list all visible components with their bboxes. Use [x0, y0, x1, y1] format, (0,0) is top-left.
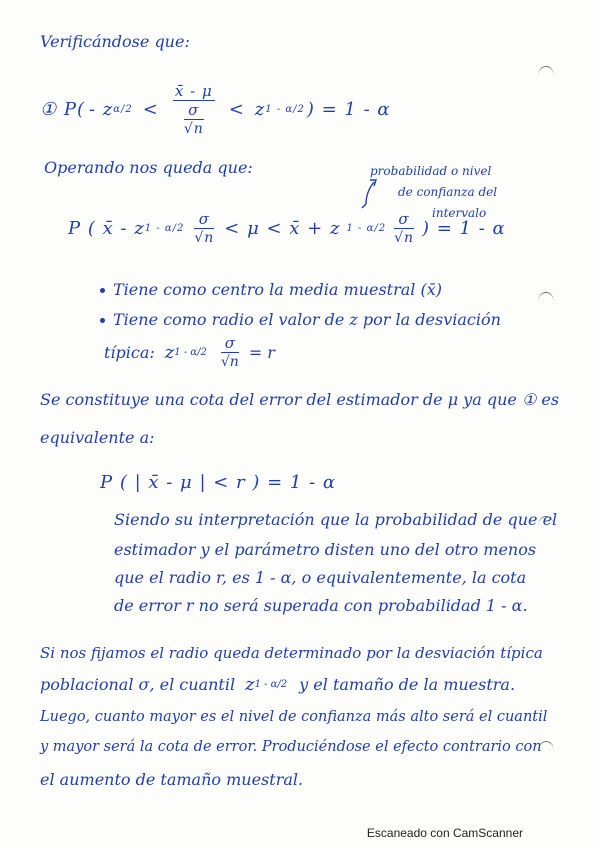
text-line: equivalente a: [40, 428, 155, 447]
text-line: Verificándose que: [40, 32, 190, 51]
eq-sub: 1 - α/2 [174, 346, 207, 358]
margin-mark [538, 292, 554, 302]
eq-part: - z [89, 99, 114, 120]
fraction-den [173, 101, 215, 136]
text-line: el aumento de tamaño muestral. [40, 770, 304, 789]
text-part: poblacional σ, el cuantil [40, 675, 236, 694]
fraction-num: σ [194, 212, 214, 229]
eq-part: P ( x̄ - z [68, 217, 145, 239]
eq-part: = r [248, 342, 275, 362]
eq-part: < μ < x̄ + z [224, 217, 341, 239]
text-line: Operando nos queda que: [44, 158, 253, 177]
equation-2: P ( | x̄ - μ | < r ) = 1 - α [100, 472, 337, 493]
eq-sub: 1 - α/2 [265, 104, 305, 115]
margin-mark [538, 66, 554, 76]
eq-part: ) = 1 - α [306, 99, 391, 120]
text-line: Luego, cuanto mayor es el nivel de confianza más alto será el cuantil [40, 709, 548, 725]
equation-interval [68, 212, 506, 245]
fraction-num: σ [221, 336, 239, 353]
fraction-den: √n [183, 121, 204, 137]
fraction [184, 103, 204, 136]
text-line: y mayor será la cota de error. Produciéndose el efecto contrario con [40, 739, 542, 755]
eq-part: < [142, 99, 159, 120]
eq-part: ) = 1 - α [422, 217, 506, 239]
eq-part: z [245, 674, 255, 695]
bullet-text: Tiene como radio el valor de z por la desviación [113, 310, 501, 329]
eq-sub: 1 - α/2 [346, 222, 387, 234]
fraction [221, 336, 239, 369]
annotation-line: probabilidad o nivel [370, 164, 492, 178]
eq-part: ① P( [40, 99, 85, 120]
text-line: de error r no será superada con probabilidad 1 - α. [114, 596, 528, 615]
text-line: Se constituye una cota del error del estimador de μ ya que ① es [40, 390, 560, 409]
bullet-icon [100, 318, 105, 323]
equation-radius [104, 336, 275, 369]
annotation-line: de confianza del [398, 185, 498, 199]
eq-part: < [228, 99, 245, 120]
fraction [173, 84, 215, 136]
text-part: y el tamaño de la muestra. [299, 675, 516, 694]
text-line: Siendo su interpretación que la probabilidad de que el [114, 510, 558, 529]
annotation-line: intervalo [432, 206, 487, 220]
fraction-den: √n [220, 354, 239, 370]
fraction-den: √n [194, 230, 215, 246]
text-line: Si nos fijamos el radio queda determinado por la desviación típica [40, 644, 543, 662]
text-line [40, 676, 515, 694]
bullet-text: Tiene como centro la media muestral (x̄) [113, 280, 442, 299]
fraction-den: √n [394, 230, 414, 246]
fraction [194, 212, 214, 245]
text-line: estimador y el parámetro disten uno del otro menos [114, 540, 537, 559]
fraction [394, 212, 414, 245]
eq-sub: 1 - α/2 [254, 679, 288, 690]
eq-part: z [164, 341, 175, 363]
eq-sub: α/2 [113, 104, 133, 115]
fraction-num: x̄ - μ [174, 82, 213, 100]
scanner-watermark: Escaneado con CamScanner [366, 826, 523, 840]
eq-part: típica: [104, 342, 155, 362]
eq-sub: 1 - α/2 [144, 222, 185, 234]
equation-1 [40, 84, 391, 136]
bullet-item [100, 312, 501, 328]
bullet-icon [100, 288, 105, 293]
fraction-num: σ [394, 212, 414, 229]
text-line: que el radio r, es 1 - α, o equivalentemente, la cota [114, 568, 527, 587]
bullet-item [100, 282, 442, 298]
fraction-num: σ [184, 103, 204, 120]
eq-part: z [254, 99, 266, 120]
